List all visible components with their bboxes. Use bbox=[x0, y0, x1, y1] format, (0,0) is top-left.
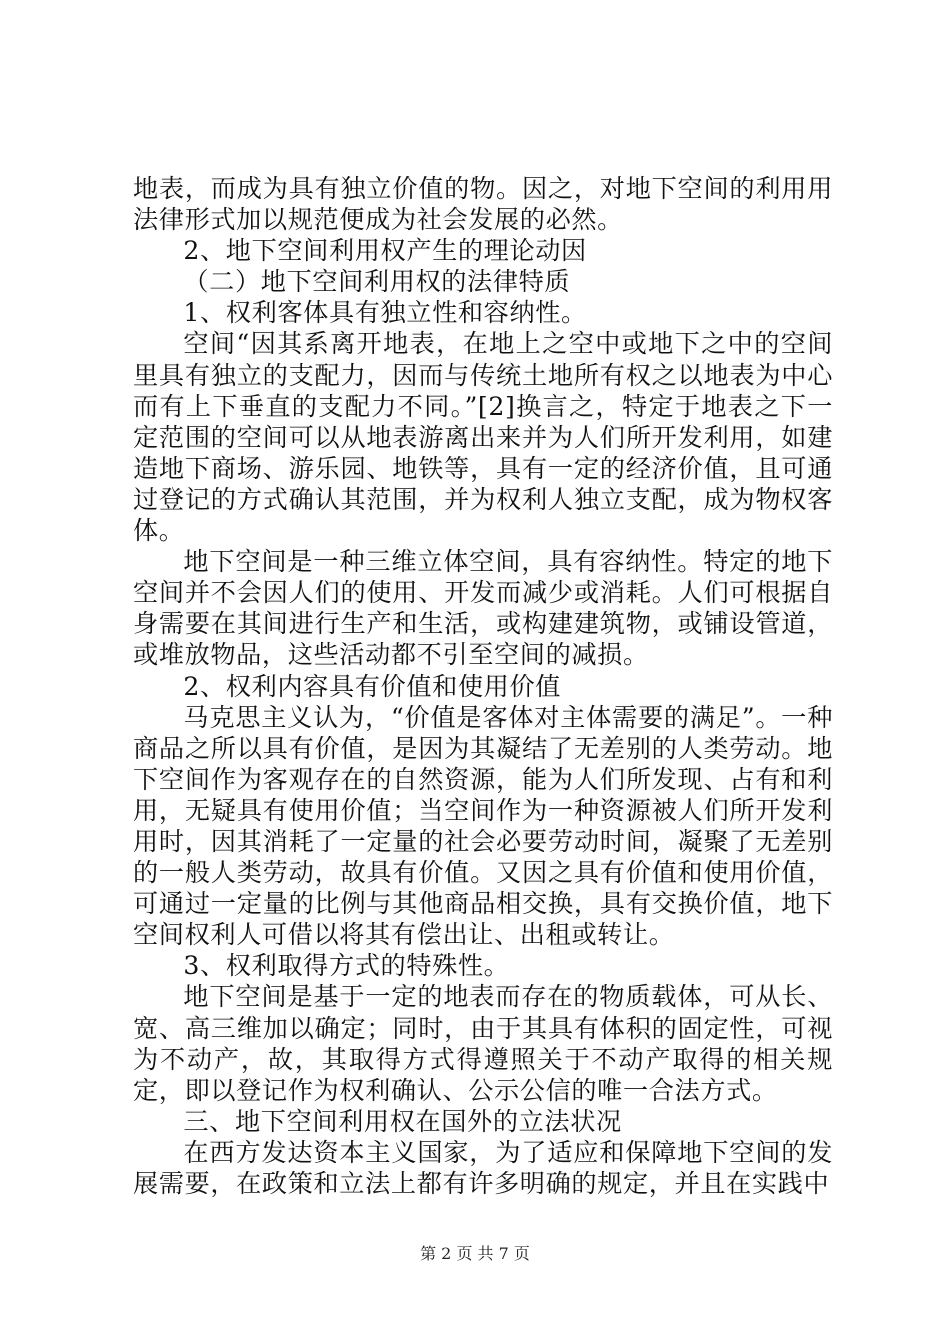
subheading-acquisition-method: 3、权利取得方式的特殊性。 bbox=[183, 951, 510, 981]
section-heading-legal-nature: （二）地下空间利用权的法律特质 bbox=[183, 267, 571, 297]
paragraph-marxist-value: 马克思主义认为，“价值是客体对主体需要的满足”。一种商品之所以具有价值，是因为其凝结了无差别的人类劳动。地下空间作为客观存在的自然资源，能为人们所发现、占有和利用，无疑具有使用价值；当空间作为一种资源被人们所开发利用时，因其消耗了一定量的社会必要劳动时间，凝聚了无差别的一般人类劳动，故具有价值。又因之具有价值和使用价值，可通过一定量的比例与其他商品相交换，具有交换价值，地下空间权利人可借以将其有偿出让、出租或转让。 bbox=[133, 702, 833, 950]
paragraph-three-dimensional-space: 地下空间是一种三维立体空间，具有容纳性。特定的地下空间并不会因人们的使用、开发而减少或消耗。人们可根据自身需要在其间进行生产和生活，或构建建筑物，或铺设管道，或堆放物品，这些活动都不引至空间的减损。 bbox=[133, 547, 833, 670]
section-heading-foreign-legislation: 三、地下空间利用权在国外的立法状况 bbox=[183, 1106, 622, 1136]
subheading-object-independence: 1、权利客体具有独立性和容纳性。 bbox=[183, 298, 587, 328]
document-body bbox=[133, 173, 833, 1199]
paragraph-immovable-property: 地下空间是基于一定的地表而存在的物质载体，可从长、宽、高三维加以确定；同时，由于其具有体积的固定性，可视为不动产，故，其取得方式得遵照关于不动产取得的相关规定，即以登记作为权利确认、公示公信的唯一合法方式。 bbox=[133, 982, 833, 1105]
paragraph-western-countries: 在西方发达资本主义国家，为了适应和保障地下空间的发展需要，在政策和立法上都有许多明确的规定，并且在实践中 bbox=[133, 1137, 833, 1198]
page-number: 第 2 页 共 7 页 bbox=[420, 1244, 530, 1263]
paragraph-continuation: 地表，而成为具有独立价值的物。因之，对地下空间的利用用法律形式加以规范便成为社会发展的必然。 bbox=[133, 174, 833, 235]
subheading-value-and-use-value: 2、权利内容具有价值和使用价值 bbox=[183, 671, 562, 701]
subheading-theoretical-cause: 2、地下空间利用权产生的理论动因 bbox=[183, 236, 587, 266]
page-footer bbox=[0, 1244, 950, 1264]
paragraph-space-definition: 空间“因其系离开地表，在地上之空中或地下之中的空间里具有独立的支配力，因而与传统土地所有权之以地表为中心而有上下垂直的支配力不同。”[2]换言之，特定于地表之下一定范围的空间可以从地表游离出来并为人们所开发利用，如建造地下商场、游乐园、地铁等，具有一定的经济价值，且可通过登记的方式确认其范围，并为权利人独立支配，成为物权客体。 bbox=[133, 329, 833, 546]
